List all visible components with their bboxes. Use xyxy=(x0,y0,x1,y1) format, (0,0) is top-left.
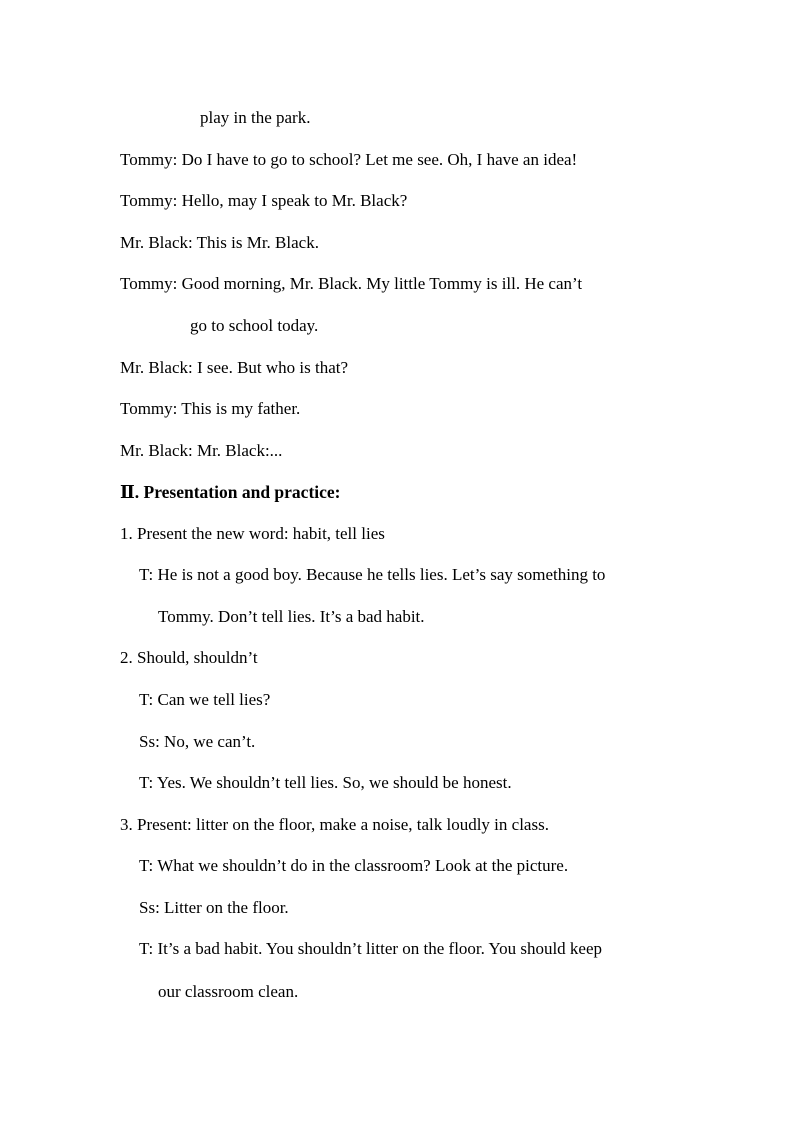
list-item: 3. Present: litter on the floor, make a noise, talk loudly in class. xyxy=(120,815,549,834)
teacher-line: T: He is not a good boy. Because he tells lies. Let’s say something to xyxy=(139,565,606,584)
dialogue-line: Mr. Black: I see. But who is that? xyxy=(120,358,349,377)
dialogue-continuation: play in the park. xyxy=(200,108,311,127)
teacher-line-continuation: our classroom clean. xyxy=(158,982,299,1001)
teacher-line: T: It’s a bad habit. You shouldn’t litter on the floor. You should keep xyxy=(139,939,603,958)
teacher-line: T: Can we tell lies? xyxy=(139,690,271,709)
list-item: 2. Should, shouldn’t xyxy=(120,648,258,667)
teacher-line: T: Yes. We shouldn’t tell lies. So, we should be honest. xyxy=(139,773,512,792)
dialogue-line: Mr. Black: This is Mr. Black. xyxy=(120,233,319,252)
section-heading: Ⅱ. Presentation and practice: xyxy=(120,482,341,502)
dialogue-line: Mr. Black: Mr. Black:... xyxy=(120,441,283,460)
dialogue-line: Tommy: This is my father. xyxy=(120,399,301,418)
teacher-line: T: What we shouldn’t do in the classroom? Look at the picture. xyxy=(139,856,569,875)
students-line: Ss: No, we can’t. xyxy=(139,732,256,751)
list-item: 1. Present the new word: habit, tell lies xyxy=(120,524,385,543)
dialogue-line: Tommy: Good morning, Mr. Black. My little Tommy is ill. He can’t xyxy=(120,274,583,293)
dialogue-continuation: go to school today. xyxy=(190,316,319,335)
students-line: Ss: Litter on the floor. xyxy=(139,898,289,917)
teacher-line-continuation: Tommy. Don’t tell lies. It’s a bad habit. xyxy=(158,607,425,626)
dialogue-line: Tommy: Do I have to go to school? Let me see. Oh, I have an idea! xyxy=(120,150,578,169)
dialogue-line: Tommy: Hello, may I speak to Mr. Black? xyxy=(120,191,408,210)
